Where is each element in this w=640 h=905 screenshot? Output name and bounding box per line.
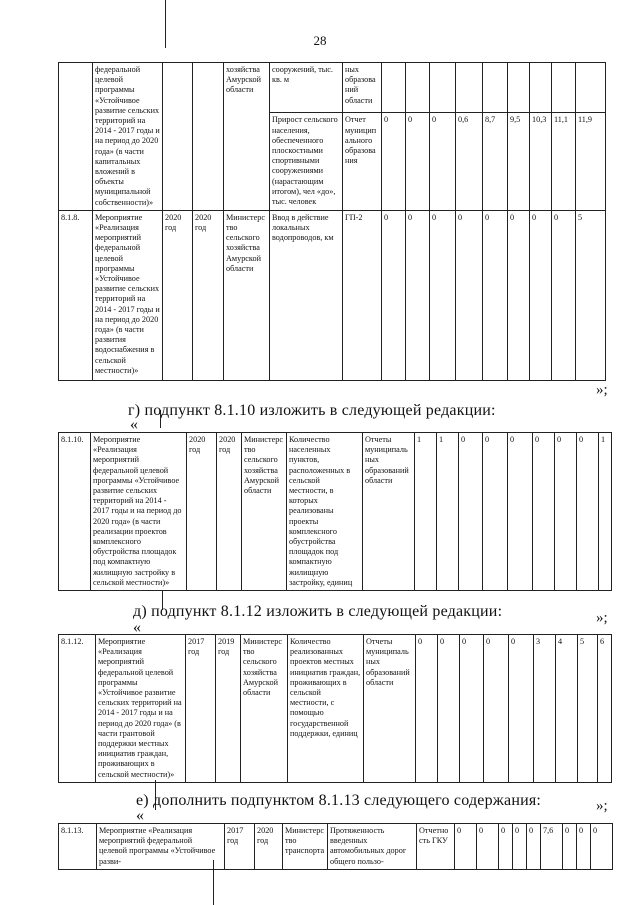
cell-value (406, 63, 430, 113)
cell-number: 8.1.10. (59, 433, 91, 591)
section-heading-e: е) дополнить подпунктом 8.1.13 следующего содержания: (136, 792, 542, 809)
cell-value: 0 (459, 433, 483, 591)
cell-source: Отчет муниципального образования (343, 113, 382, 211)
cell-value: 0 (527, 824, 541, 870)
cell-source: ГП-2 (343, 210, 382, 380)
cell-value: 1 (437, 433, 459, 591)
cell-value: 1 (599, 433, 612, 591)
cell-value: 0 (406, 210, 430, 380)
table-row (59, 635, 612, 783)
table-row (59, 824, 613, 870)
cell-value: 3 (534, 635, 556, 783)
cell-activity: Мероприятие «Реализация мероприятий федеральной целевой программы «Устойчивое развитие сельских территорий на 2014 - 2017 годы и на период до 2020 года» (в части грантовой поддержки местных инициатив граждан, проживающих в сельской местности)» (96, 635, 186, 783)
cell-value: 9,5 (508, 113, 530, 211)
section-heading-g: г) подпункт 8.1.10 изложить в следующей редакции: (128, 402, 496, 419)
cell-number: 8.1.13. (59, 824, 97, 870)
opening-quote: « (136, 807, 144, 824)
cell-executor: Министерство сельского хозяйства Амурской области (241, 635, 288, 783)
cell-value: 0 (563, 824, 577, 870)
cell-value: 0 (483, 433, 508, 591)
cell-value: 11,9 (576, 113, 606, 211)
cell-value: 4 (556, 635, 578, 783)
cell-value (483, 63, 508, 113)
table-row (59, 210, 606, 380)
cell-value: 0,6 (456, 113, 483, 211)
cell-value: 0 (455, 824, 477, 870)
cell-value (430, 63, 456, 113)
cell-value: 0 (530, 210, 552, 380)
indicators-table-block-3 (58, 634, 612, 783)
cell-value: 5 (576, 210, 606, 380)
scan-artifact-line (165, 0, 166, 48)
cell-value (530, 63, 552, 113)
cell-source: ных образований области (343, 63, 382, 113)
table-row (59, 433, 612, 591)
table-row (59, 63, 606, 113)
indicators-table-block-2 (58, 432, 612, 591)
cell-value: 0 (477, 824, 499, 870)
cell-value: 1 (415, 433, 437, 591)
cell-activity: федеральной целевой программы «Устойчивое развитие сельских территорий на 2014 - 2017 годы и на период до 2020 года» (в части капитальных вложений в объекты муниципальной собственности)» (93, 63, 163, 211)
cell-value: 0 (591, 824, 613, 870)
cell-value: 0 (416, 635, 438, 783)
cell-activity: Мероприятие «Реализация мероприятий федеральной целевой программы «Устойчивое разви- (97, 824, 225, 870)
cell-indicator: Ввод в действие локальных водопроводов, км (270, 210, 343, 380)
cell-value: 0 (533, 433, 555, 591)
cell-value: 0 (456, 210, 483, 380)
cell-value: 0 (430, 210, 456, 380)
cell-value: 0 (509, 635, 534, 783)
section-heading-d: д) подпункт 8.1.12 изложить в следующей редакции: (133, 603, 503, 620)
cell-value: 7,6 (541, 824, 563, 870)
cell-indicator: Количество реализованных проектов местных инициатив граждан, проживающих в сельской местности, с помощью государственной поддержки, единиц (288, 635, 364, 783)
cell-number (59, 63, 93, 211)
cell-start-year (163, 63, 193, 211)
page-number: 28 (313, 33, 327, 48)
cell-activity: Мероприятие «Реализация мероприятий федеральной целевой программы «Устойчивое развитие сельских территорий на 2014 - 2017 годы и на период до 2020 года» (в части реализации проектов комплексного обустройства площадок под компактную жилищную застройку в сельской местности)» (91, 433, 187, 591)
cell-value: 0 (430, 113, 456, 211)
cell-indicator: Прирост сельского населения, обеспеченного плоскостными спортивными сооружениями (нарастающим итогом), чел «до», тыс. человек (270, 113, 343, 211)
opening-quote: « (133, 619, 141, 636)
cell-number: 8.1.12. (59, 635, 96, 783)
cell-start-year: 2020 год (163, 210, 193, 380)
cell-value: 0 (460, 635, 484, 783)
cell-value: 0 (508, 210, 530, 380)
cell-source: Отчеты муниципальных образований области (364, 635, 416, 783)
cell-value: 5 (578, 635, 598, 783)
cell-value: 0 (552, 210, 576, 380)
cell-value: 0 (438, 635, 460, 783)
cell-value (552, 63, 576, 113)
cell-end-year: 2020 год (193, 210, 224, 380)
cell-indicator: Количество населенных пунктов, расположенных в сельской местности, в которых реализованы проекты комплексного обустройства площадок под компактную жилищную застройку, единиц (287, 433, 363, 591)
cell-source: Отчеты муниципальных образований области (363, 433, 415, 591)
cell-value (382, 63, 406, 113)
cell-value: 0 (577, 433, 599, 591)
cell-value: 0 (555, 433, 577, 591)
cell-value (456, 63, 483, 113)
cell-executor: Министерство сельского хозяйства Амурской области (224, 210, 270, 380)
cell-start-year: 2020 год (187, 433, 217, 591)
opening-quote: « (130, 416, 138, 433)
cell-source: Отчетность ГКУ (417, 824, 455, 870)
cell-number: 8.1.8. (59, 210, 93, 380)
cell-end-year: 2020 год (217, 433, 242, 591)
cell-value: 0 (406, 113, 430, 211)
cell-activity: Мероприятие «Реализация мероприятий федеральной целевой программы «Устойчивое развитие сельских территорий на 2014 - 2017 годы и на период до 2020 года» (в части развития водоснабжения в сельской местности)» (93, 210, 163, 380)
cell-value: 10,3 (530, 113, 552, 211)
cell-value: 8,7 (483, 113, 508, 211)
cell-start-year: 2017 год (225, 824, 255, 870)
indicators-table-block-4 (58, 823, 613, 870)
cell-value (508, 63, 530, 113)
cell-value: 0 (508, 433, 533, 591)
cell-value: 0 (382, 113, 406, 211)
cell-value: 6 (598, 635, 612, 783)
cell-start-year: 2017 год (186, 635, 216, 783)
cell-executor: хозяйства Амурской области (224, 63, 270, 211)
cell-value: 0 (382, 210, 406, 380)
cell-value: 0 (513, 824, 527, 870)
cell-value: 0 (499, 824, 513, 870)
cell-end-year (193, 63, 224, 211)
closing-quote: »; (596, 798, 608, 814)
cell-value (576, 63, 606, 113)
cell-indicator: сооружений, тыс. кв. м (270, 63, 343, 113)
closing-quote: »; (596, 382, 608, 398)
cell-executor: Министерство транспорта (283, 824, 328, 870)
closing-quote: »; (596, 610, 608, 626)
cell-end-year: 2019 год (216, 635, 241, 783)
cell-end-year: 2020 год (255, 824, 283, 870)
cell-value: 0 (484, 635, 509, 783)
indicators-table-block-1 (58, 62, 606, 381)
cell-indicator: Протяженность введенных автомобильных дорог общего пользо- (328, 824, 417, 870)
cell-value: 0 (577, 824, 591, 870)
cell-value: 11,1 (552, 113, 576, 211)
cell-executor: Министерство сельского хозяйства Амурской области (242, 433, 287, 591)
cell-value: 0 (483, 210, 508, 380)
